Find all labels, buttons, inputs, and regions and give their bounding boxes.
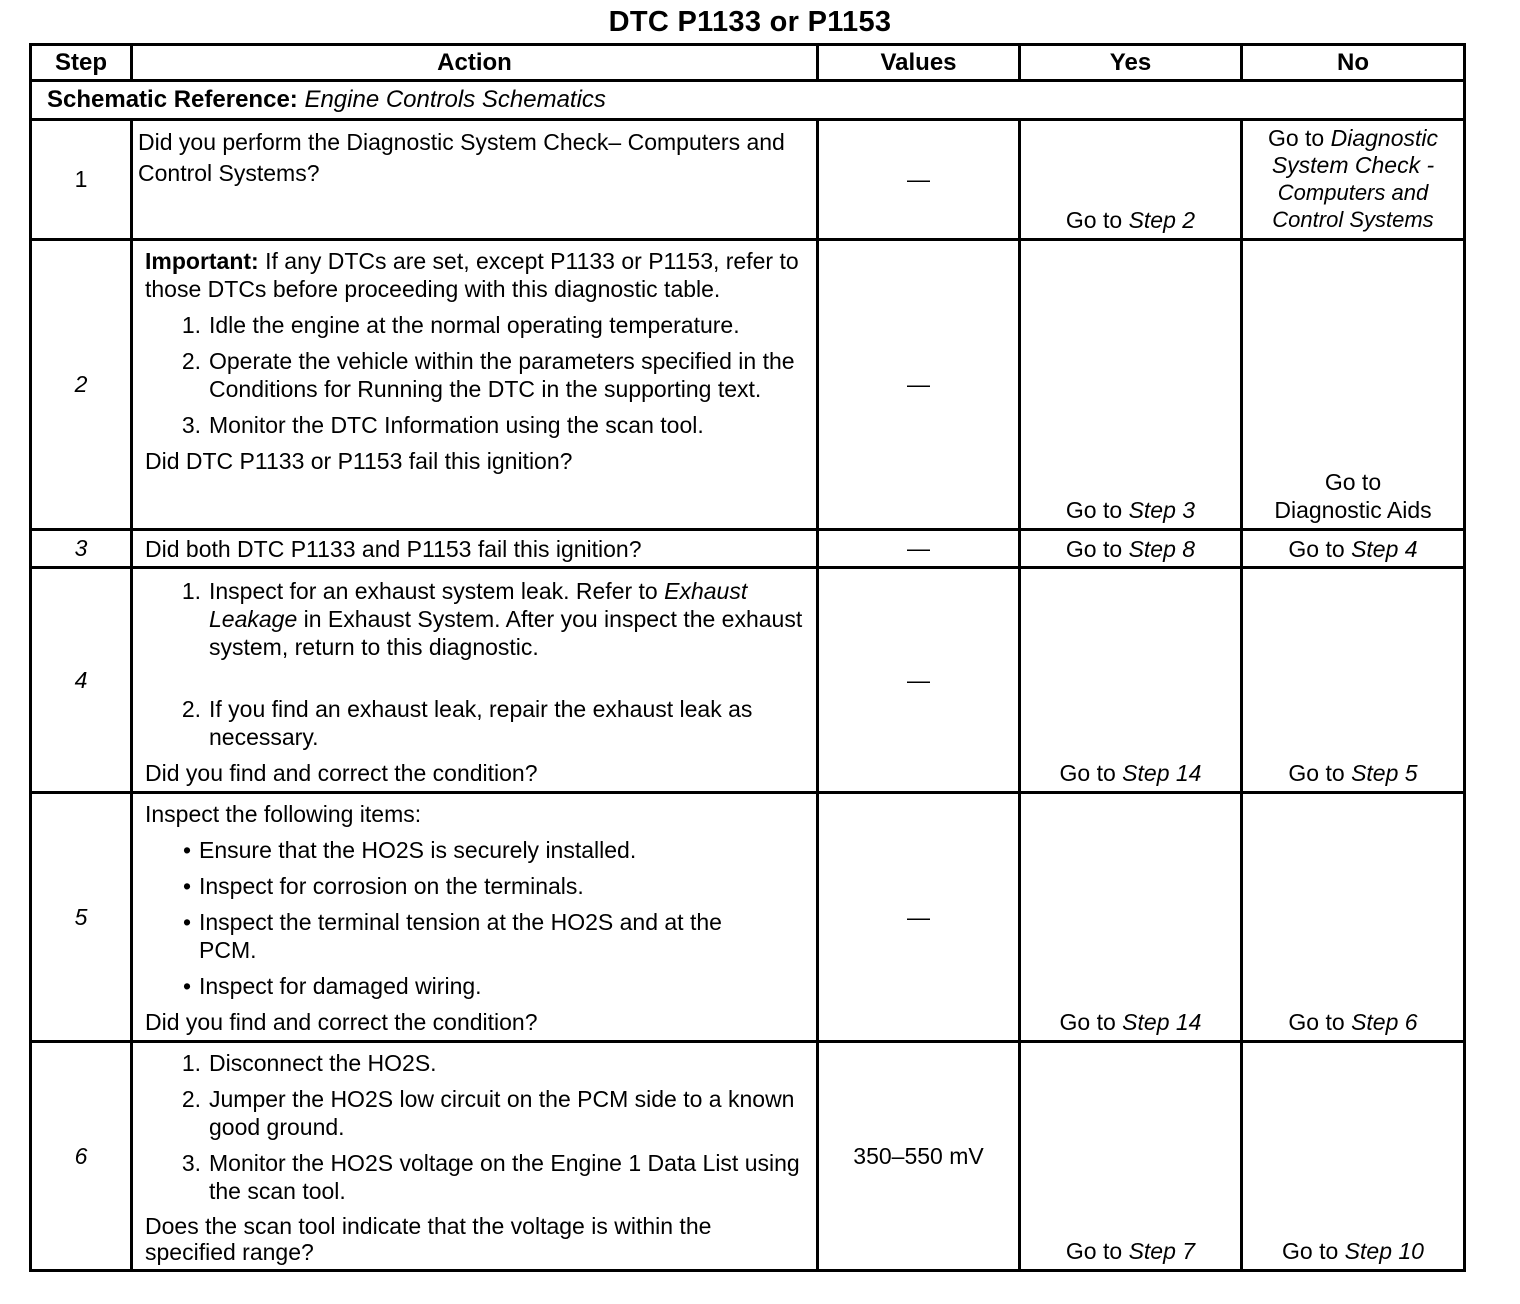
bullet-list — [145, 836, 804, 1000]
list-item: 2. Jumper the HO2S low circuit on the PCM side to a known good ground. — [145, 1085, 804, 1141]
list-item: 2. If you find an exhaust leak, repair the exhaust leak as necessary. — [145, 695, 804, 751]
list-item-text: Inspect the terminal tension at the HO2S and at the PCM. — [199, 909, 722, 963]
value-cell: 350–550 mV — [818, 1042, 1020, 1271]
important-text: If any DTCs are set, except P1133 or P1153, refer to those DTCs before proceeding with this diagnostic table. — [145, 248, 799, 302]
list-item-text: Inspect for damaged wiring. — [199, 973, 482, 999]
step-number: 3 — [31, 530, 132, 568]
list-item-text: Jumper the HO2S low circuit on the PCM side to a known good ground. — [209, 1086, 795, 1140]
schematic-value: Engine Controls Schematics — [304, 86, 606, 113]
step-number: 5 — [31, 793, 132, 1042]
numbered-list — [145, 311, 804, 439]
question: Did DTC P1133 or P1153 fail this ignition? — [145, 448, 573, 474]
go-to-label: Go to — [1282, 1238, 1339, 1264]
table-row — [31, 120, 1465, 240]
header-yes: Yes — [1020, 45, 1242, 81]
action-cell — [132, 793, 818, 1042]
table-row — [31, 240, 1465, 530]
value-cell: — — [818, 240, 1020, 530]
go-to-label: Go to — [1065, 497, 1123, 523]
numbered-list — [145, 577, 804, 751]
header-step: Step — [31, 45, 132, 81]
step-number: 1 — [31, 120, 132, 240]
question: Did both DTC P1133 and P1153 fail this ignition? — [145, 535, 642, 562]
important-label: Important: — [145, 248, 259, 274]
list-item-text: Monitor the HO2S voltage on the Engine 1 Data List using the scan tool. — [209, 1150, 800, 1204]
yes-step: Step 14 — [1122, 1009, 1202, 1035]
value-cell: — — [818, 120, 1020, 240]
yes-step: Step 3 — [1128, 497, 1196, 523]
no-line-2: Diagnostic Aids — [1274, 497, 1432, 523]
action-cell — [132, 240, 818, 530]
header-no: No — [1242, 45, 1465, 81]
list-item: 2. Operate the vehicle within the parameters specified in the Conditions for Running the DTC in the supporting text. — [145, 347, 804, 403]
table-row — [31, 793, 1465, 1042]
header-action: Action — [132, 45, 818, 81]
no-step: Step 5 — [1351, 760, 1418, 786]
list-item: 3. Monitor the HO2S voltage on the Engine 1 Data List using the scan tool. — [145, 1149, 804, 1205]
question: Did you find and correct the condition? — [145, 760, 538, 786]
no-cell — [1242, 240, 1465, 530]
yes-step: Step 14 — [1122, 760, 1202, 786]
yes-cell — [1020, 120, 1242, 240]
intro-text: Inspect the following items: — [145, 801, 422, 827]
header-row — [31, 45, 1465, 81]
go-to-label: Go to — [1059, 1009, 1116, 1035]
go-to-label: Go to — [1288, 535, 1345, 562]
no-step: Step 6 — [1351, 1009, 1418, 1035]
action-cell — [132, 530, 818, 568]
yes-cell — [1020, 1042, 1242, 1271]
question: Did you find and correct the condition? — [145, 1009, 538, 1035]
schematic-reference — [31, 81, 1465, 120]
diagnostic-table — [29, 43, 1466, 1272]
exhaust-leakage-ref: Exhaust Leakage — [209, 578, 748, 632]
no-ref-4: Control Systems — [1272, 207, 1434, 232]
no-cell — [1242, 568, 1465, 793]
yes-step: Step 2 — [1128, 207, 1196, 233]
header-values: Values — [818, 45, 1020, 81]
list-item-text: Idle the engine at the normal operating temperature. — [209, 312, 740, 338]
no-ref-3: Computers and — [1277, 180, 1429, 205]
schematic-row — [31, 81, 1465, 120]
yes-cell — [1020, 530, 1242, 568]
action-cell — [132, 120, 818, 240]
page-title: DTC P1133 or P1153 — [608, 6, 892, 38]
go-to-label: Go to — [1288, 760, 1345, 786]
table-row — [31, 530, 1465, 568]
list-item-text: Inspect for an exhaust system leak. Refer to — [209, 578, 658, 604]
value-cell: — — [818, 793, 1020, 1042]
no-ref-1: Diagnostic — [1330, 125, 1439, 151]
no-step: Step 10 — [1344, 1238, 1424, 1264]
list-item: • Inspect for damaged wiring. — [145, 972, 804, 1000]
action-cell — [132, 1042, 818, 1271]
list-item-text: Ensure that the HO2S is securely installed. — [199, 837, 637, 863]
list-item-text: If you find an exhaust leak, repair the exhaust leak as necessary. — [209, 696, 753, 750]
go-to-label: Go to — [1065, 207, 1123, 233]
go-to-label: Go to — [1065, 535, 1123, 562]
list-item-text: Disconnect the HO2S. — [209, 1050, 437, 1076]
action-cell — [132, 568, 818, 793]
yes-cell — [1020, 793, 1242, 1042]
table-row — [31, 568, 1465, 793]
list-item-text: Inspect for corrosion on the terminals. — [199, 873, 584, 899]
list-item: 1. Idle the engine at the normal operating temperature. — [145, 311, 804, 339]
no-cell — [1242, 120, 1465, 240]
list-item: • Inspect for corrosion on the terminals. — [145, 872, 804, 900]
step-number: 2 — [31, 240, 132, 530]
go-to-label: Go to — [1065, 1238, 1123, 1264]
no-ref-2: System Check - — [1271, 152, 1435, 178]
yes-cell — [1020, 568, 1242, 793]
value-cell: — — [818, 530, 1020, 568]
step-number: 6 — [31, 1042, 132, 1271]
yes-cell — [1020, 240, 1242, 530]
yes-step: Step 8 — [1128, 535, 1196, 562]
no-step: Step 4 — [1351, 535, 1418, 562]
question: Did you perform the Diagnostic System Check– Computers and Control Systems? — [138, 129, 785, 186]
schematic-label: Schematic Reference: — [47, 86, 298, 113]
question: Does the scan tool indicate that the voltage is within the specified range? — [145, 1213, 712, 1265]
no-go-label: Go to — [1267, 125, 1325, 151]
yes-step: Step 7 — [1128, 1238, 1196, 1264]
table-row — [31, 1042, 1465, 1271]
no-cell — [1242, 793, 1465, 1042]
list-item-text: in Exhaust System. After you inspect the exhaust system, return to this diagnostic. — [209, 606, 803, 660]
no-cell — [1242, 530, 1465, 568]
go-to-label: Go to — [1288, 1009, 1345, 1035]
list-item-text: Operate the vehicle within the parameters specified in the Conditions for Running the DTC in the supporting text. — [209, 348, 795, 402]
no-line-1: Go to — [1324, 469, 1382, 495]
go-to-label: Go to — [1059, 760, 1116, 786]
list-item-text: Monitor the DTC Information using the scan tool. — [209, 412, 704, 438]
step-number: 4 — [31, 568, 132, 793]
list-item: • Inspect the terminal tension at the HO2S and at the PCM. — [145, 908, 804, 964]
list-item: • Ensure that the HO2S is securely installed. — [145, 836, 804, 864]
value-cell: — — [818, 568, 1020, 793]
important-note — [145, 247, 804, 303]
list-item: 3. Monitor the DTC Information using the scan tool. — [145, 411, 804, 439]
no-cell — [1242, 1042, 1465, 1271]
list-item: 1. Disconnect the HO2S. — [145, 1049, 804, 1077]
list-item: 1. Inspect for an exhaust system leak. Refer to Exhaust Leakage in Exhaust System. After you inspect the exhaust system, return to this diagnostic. — [181, 578, 803, 660]
numbered-list — [145, 1049, 804, 1205]
